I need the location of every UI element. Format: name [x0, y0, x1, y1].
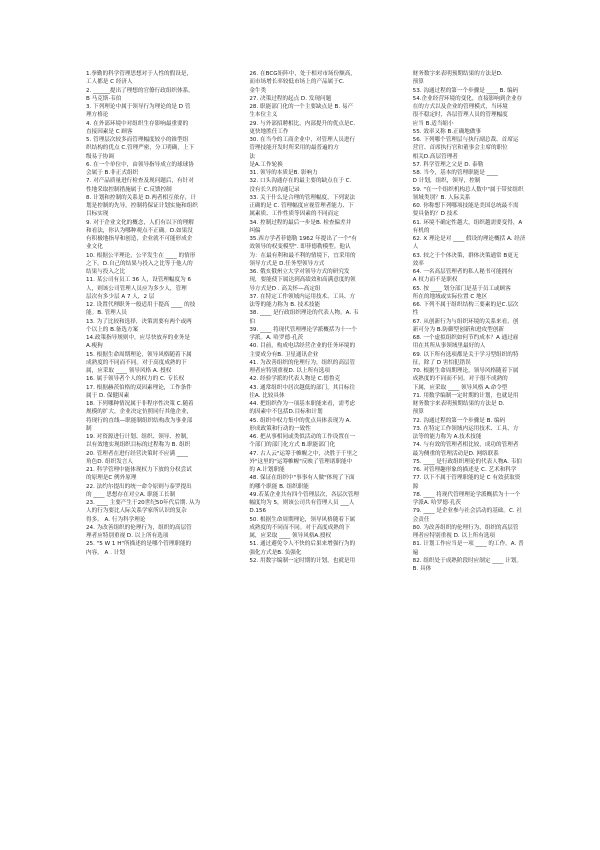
text-line: 69. 以下所有选项都是关于学习型组织的特	[412, 351, 519, 358]
text-column-2	[249, 70, 400, 810]
text-line: 领域类别？B. 人际关系	[412, 194, 471, 201]
text-line: 59. "在一个组织机构总人数中"属于带贫组织	[412, 186, 524, 193]
text-line: 32. 口头沟通存在的最主要的缺点在于 C.	[249, 178, 352, 185]
text-line: 5. 管理层次较多而管理幅度较小的锥型组	[86, 137, 189, 143]
text-line: 的因素中不包括D.目标和计划	[249, 409, 323, 416]
text-line: 得多。 A. 行为科学理论	[86, 516, 146, 523]
text-line: 50. 根据生命周期理论，领导风格随着下属	[249, 516, 356, 523]
text-line: 61. 环境不确定性越大，组织越需要变得，A	[412, 219, 523, 226]
text-line: 66. 下列不属于组织结构三要素的是C.层次	[412, 302, 519, 308]
text-line: 制	[86, 425, 92, 432]
text-line: 理者应特别重视 D. 以上所有选项	[412, 533, 496, 539]
text-line: 强化方式是B. 负强化	[249, 549, 302, 556]
text-line: 40. 目前，构成电话经营企业的任务环境的	[249, 343, 356, 350]
text-line: 而市场增长率较低市场上的产品属于C.	[249, 79, 345, 86]
text-line: 3. 下列理论中属于领导行为理论的是 D 管	[86, 104, 191, 110]
text-line: 最为侧重的管理活动是D. 网络联系	[412, 450, 499, 457]
text-line: 4. 在外部环境中对组织生存影响最重要的	[86, 120, 189, 127]
text-line: 的原理是C 例外原理	[86, 475, 137, 482]
text-line: 53. 沟通过程的第一个步骤是 ____ B. 编码	[412, 87, 519, 94]
text-line: 58. 当今，基本的管理职能是 ____	[412, 170, 498, 176]
text-line: 法等的能力称为 B. 技术技能	[249, 302, 321, 308]
text-line: 22. 法约尔提出的统一命令原则与泰罗提出	[86, 483, 192, 490]
text-line: 属，应采取 ____ 领导风格A.授权	[249, 533, 332, 539]
text-line: 45. 组织中权力集中的优点具体表现为 A.	[249, 417, 352, 424]
text-line: 很不稳定时，各层管理人员的管理幅度	[412, 112, 508, 119]
text-line: 10. 根据公平理论，公平发生在 ____ 的情形	[86, 252, 196, 259]
text-line: D.156	[249, 508, 267, 515]
text-line: 41. 为改善组织的伦理行为，组织的高层管	[249, 359, 356, 366]
text-line: 67. 从创新行为与组织环境的关系来看，创	[412, 318, 519, 325]
text-line: 79. ____ 是企业参与社会活动的基础。C. 社	[412, 508, 523, 515]
text-line: 人	[412, 244, 419, 251]
text-line: 生本位主义	[249, 112, 278, 119]
text-line: 效率	[412, 260, 424, 267]
text-line: 外"这里的"运筹帷幄"反映了管理诸职能中	[249, 458, 353, 465]
text-line: 的哪个职能 B. 组织职能	[249, 483, 309, 490]
text-line: 领导方式是 D.任务型领导方式	[249, 260, 325, 267]
text-line: 38. ____ 是行政组织理论的代表人物。A. 韦	[249, 310, 359, 317]
text-line: 47. 古人云"运筹于帷幄之中，决胜于千里之	[249, 450, 358, 457]
text-line: 26. 在BCG矩阵中，处于相对市场份额高，	[249, 71, 356, 77]
text-line: 层次有多少层 A 7 人，2 层	[86, 293, 155, 300]
text-line: 70. 根据生命周期理论，领导风格随着下属	[412, 368, 519, 374]
text-line: 13. 为了比较和选择，决策需要有两个或两	[86, 318, 192, 325]
text-line: 人的行为要比人际关系学家所认识的复杂	[86, 508, 187, 515]
text-line: 的 ____ 思想存在对立A. 职能工长制	[86, 491, 176, 498]
text-line: 形成政策和行动的一致性	[249, 425, 311, 432]
text-line: 角色D. 组织发言人	[86, 458, 134, 465]
text-line: 结果与投入之比	[86, 269, 126, 275]
text-line: B 马克斯·韦伯	[86, 95, 122, 102]
text-line: 27. 决策过程的起点 D. 发现问题	[249, 95, 332, 102]
text-line: 在的方式以及企业的管理模式，当环境	[412, 104, 508, 110]
text-line: 60. 你称想下列哪项技能是美国总统最不需	[412, 203, 519, 209]
text-line: 新可分为 B.防御型创新和进攻型创新	[412, 326, 504, 333]
text-line: 营官、首席执行官和董事会主席的职位	[412, 145, 508, 152]
text-line: 有积极地指导和创造，企业就不可能形成企	[86, 236, 193, 242]
text-line: D 计划，组织，领导，控制	[412, 178, 481, 185]
text-line: 下属，应采取 ____ 领导风格 A.命令型	[412, 384, 508, 391]
text-line: 51. 通过避免令人不快的后果来增强行为的	[249, 541, 356, 548]
text-line: 55. 效率又称 B.正确地做事	[412, 128, 482, 135]
text-line: 属素质、工作性质等因素的不同而定	[249, 211, 339, 218]
text-line: 71. 用数学编制一定时期的计划，也就是用	[412, 392, 519, 399]
text-line: A 权力而不是职权	[412, 277, 458, 284]
text-line: 8. 计划和控制的关系是 D.两者相互依存，计	[86, 194, 197, 201]
text-line: 62. X 理论是对 ____ 假设的理论概括 A. 经济	[412, 236, 526, 242]
text-line: 81. 计划工作应当是一项 ____ 的工作。A. 普	[412, 541, 524, 548]
text-line: 34. 控制过程的最后一步是B. 检查偏差并	[249, 219, 352, 226]
text-line: 划是控制的先导，控制将保证计划实施和组织	[86, 203, 198, 209]
text-line: 往A. 比较具体	[249, 392, 285, 399]
text-line: 44. 把组织作为一项基本职能来看，需考虑	[249, 401, 356, 407]
text-line: 要具备的？D 技术	[412, 211, 458, 218]
text-line: 的 A.计划职能	[249, 467, 285, 473]
text-line: 预算	[412, 79, 424, 86]
text-line: 49.若某企业共有四个管理层次，各层次管理	[249, 491, 359, 498]
text-line: 68. 一个虚拟组织如何节约成本？A 通过雇	[412, 335, 519, 341]
text-line: 织结构的优点 C.管理严密，分工明确，上下	[86, 145, 195, 152]
text-line: 76. 对管理趣形象的描述是 C. 艺术和科学	[412, 467, 517, 473]
text-line: 学派A. 哈罗德·孔茨	[412, 500, 461, 506]
text-line: 36. 俄亥俄州立大学对领导方式的研究发	[249, 269, 350, 275]
text-line: 成熟度的不同而不同。对于很不成熟的	[412, 376, 508, 383]
text-line: 28. 职能部门化的一个主要缺点是 B. 易产	[249, 104, 354, 110]
text-line: 源	[412, 483, 419, 490]
text-line: 理方格论	[86, 112, 109, 119]
text-line: 金牛类	[249, 87, 267, 94]
text-line: 52. 用数字编制一定时期的计划，也就是用	[249, 557, 356, 564]
text-line: 相关D.高层管理者	[412, 153, 458, 160]
text-line: 导方式是D . 高关怀—高定组	[249, 285, 321, 292]
text-line: 财务数字来表明预期结果的方法是 D.	[412, 401, 505, 407]
text-line: 级易于协调	[86, 153, 114, 160]
text-line: 72. 沟通过程的第一个步骤是 B. 编码	[412, 417, 506, 424]
text-column-3	[413, 70, 564, 810]
text-line: 用在其所从事领域里最好的人	[412, 343, 486, 350]
text-line: 31. 领导的本质是B. 影响力	[249, 170, 318, 176]
text-line: 63. 较之于个体决策，群体决策通常 B更无	[412, 252, 519, 259]
text-line: 35.西方学者菲德勒 1962 年提出了一个"有	[249, 236, 357, 242]
text-line: 成熟度的不同而不同。对于高度成熟的下	[86, 359, 187, 366]
text-line: 20. 管理者在进行经营决策时不应满 ____	[86, 450, 188, 457]
text-line: 成熟度的不同而不同。对于高度成熟的下	[249, 524, 351, 531]
text-line: 财务数字来表明预期结果的方法是D.	[412, 71, 503, 77]
text-line: 以有效地实现组织目标的过程称为 B. 组织	[86, 442, 191, 449]
text-line: 纠偏	[249, 227, 261, 234]
text-line: 将现行的直线—职能制组织结构改为事业部	[86, 417, 193, 424]
text-line: 理者应特别重视 D. 以上所有选项	[86, 533, 169, 539]
text-line: 性	[412, 310, 419, 317]
text-line: 21. 科学管理中能体现权力下放的分权尝试	[86, 467, 192, 473]
text-line: 有机的	[412, 227, 430, 234]
text-line: 74. 与有效的管理者相比较，成功的管理者	[412, 442, 519, 449]
text-line: 属，应采取 ____ 领导风格 A. 授权	[86, 368, 172, 374]
text-line: 为：在最有利和最不利的情境下，宜采用的	[249, 252, 356, 259]
text-line: 29. 与外部招聘相比，内部提升的优点是C.	[249, 120, 356, 127]
text-line: 是A.工作轮换	[249, 161, 283, 168]
text-line: 33. 关于什么是合理的管理幅度，下列说法	[249, 194, 356, 201]
text-line: 80. 为改善组织的伦理行为，组织的高层管	[412, 524, 519, 531]
text-line: 能。B. 管理人员	[86, 310, 127, 317]
text-line: 内容。 A . 计划	[86, 549, 125, 556]
text-line: 17. 根据赫茨伯格的双因素理论，工作条件	[86, 384, 192, 391]
text-line: 法	[249, 153, 255, 160]
text-line: 个以上的 B.备选方案	[86, 326, 139, 333]
text-line: 法等的能力称为 A.技术技能	[412, 434, 482, 440]
text-line: 48. 保证在组织中"事事有人做"体现了下面	[249, 475, 355, 482]
text-line: 18. 下列哪种情况属于非程序性决策 C.随着	[86, 401, 194, 407]
text-line: 所在的地域或实际位置 C 地区	[412, 293, 488, 300]
text-line: A.瘦狗	[86, 343, 103, 350]
text-line: 23. ____ 主要产生于20世纪50年代后期. 从为	[86, 500, 201, 506]
text-line: 规模的扩大，企业决定仿照同行其他企业，	[86, 409, 193, 416]
text-line: 会责任	[412, 516, 430, 523]
text-line: 75. ____ 是行政组织理论的代表人物A. 韦伯	[412, 458, 522, 465]
text-line: 46. 把从事相同或类似活动的工作设置在一	[249, 434, 356, 440]
text-line: 77. 以下不属于管理职能的是 C 有效获取资	[412, 475, 521, 482]
text-line: 之下。D.自己的结果与投入之比等于他人的	[86, 260, 193, 267]
text-line: 属于 D. 保健因素	[86, 392, 130, 399]
text-line: 56. 下列哪个管理层与执行副总裁、首席运	[412, 137, 519, 143]
text-line: 64. 一名高层管理者的私人秘书可能拥有	[412, 269, 513, 275]
text-line: 54.企业经营环境的变化，直接影响到企业存	[412, 95, 523, 102]
text-line: 2. ______提出了理想的官僚行政组织体系。	[86, 87, 194, 94]
text-line: 11. 某公司有员工 36 人，设管理幅度为 6	[86, 277, 191, 284]
text-line: 更快地胜任工作	[249, 128, 289, 135]
text-line: 没有长久的沟通记录	[249, 186, 300, 193]
text-line: 直接因素是 C 顾客	[86, 128, 133, 135]
text-line: 效领导的权变模型". 即菲德勒模型。他认	[249, 244, 351, 251]
text-line: 应当 B.适当缩小	[412, 120, 454, 127]
text-line: 73. 在特定工作领域内运用技术、工具、方	[412, 425, 519, 432]
text-line: 65. 按 ____ 划分部门是基于员工或顾客	[412, 285, 511, 292]
text-line: 24. 为改善组织的伦理行为，组织的高层管	[86, 524, 192, 531]
text-line: 39. ____ 将现代管理理论学派概括为十一个	[249, 326, 357, 333]
text-column-1	[86, 70, 237, 810]
text-line: 现，要能使下属达到高绩效和高满意度的领	[249, 277, 356, 284]
text-line: 25. "5 W 1 H"所描述的是哪个管理职能的	[86, 541, 192, 548]
text-line: 1.拳勤的科学管理思想对于人性的假设是，	[86, 71, 193, 77]
text-line: 15. 根据生命周期理论，领导风格随着下属	[86, 351, 192, 358]
text-line: 57. 科学管理之父是 D. 泰勒	[412, 161, 484, 168]
text-line: 42. 经验学派的代表人物是 C.德鲁克	[249, 376, 341, 383]
text-line: 和看法，你认为哪种观点不正确。D.如果没	[86, 227, 193, 234]
text-line: 遍	[412, 549, 419, 556]
text-line: 30. 在当今的工商企业中，对管理人员进行	[249, 137, 356, 143]
text-line: 19. 对资源进行计划、组织、领导、控制，	[86, 434, 192, 440]
text-line: 人，则该公司管理人员应为多少人，管理	[86, 285, 187, 292]
text-line: 6. 在一个单位中，由领导指导成立的球球协	[86, 161, 194, 168]
text-line: 12. 设置代理职务一般适用于提高 ____ 的技	[86, 302, 196, 308]
text-line: 目标实现	[86, 211, 109, 218]
text-line: 征，除了 D 害怕犯错误	[412, 359, 471, 366]
text-line: 82. 组织处于成熟阶段时应制定 ____ 计划。	[412, 557, 522, 564]
text-line: 管理技能开发时所采用的最普遍的方	[249, 145, 339, 152]
text-line: 个部门的部门化方式 B.职能部门化	[249, 442, 336, 449]
text-line: 9. 对于企业文化的概念，人们有以下的理解	[86, 219, 194, 226]
text-line: 会属于 B.非正式组织	[86, 170, 139, 176]
text-line: 78. ____ 将现代管理理论学派概括为十一个	[412, 491, 521, 498]
text-line: 学派。A. 哈罗德·孔茨	[249, 335, 304, 341]
text-line: 幅度均为 5，则该公司共有管理人员 ___人	[249, 500, 355, 506]
text-line: 正确的是 C. 管理幅度应视管理者能力、下	[249, 203, 354, 209]
text-line: 43. 通常组织中居次越低的部门，其目标往	[249, 384, 356, 391]
text-line: 业文化	[86, 244, 103, 251]
text-line: 主要成分有B. 卫星通讯企业	[249, 351, 319, 358]
text-line: 理者应特别重视D. 以上所有选项	[249, 368, 330, 374]
text-line: 14.政策指导规则中，应尽快放弃的业务是	[86, 335, 190, 341]
text-line: 伯	[249, 318, 255, 325]
text-line: 7. 对产品质量进行检查及现问题后，有针对	[86, 178, 194, 185]
text-line: 工人都是 C 经济人	[86, 79, 133, 86]
text-line: 37. 在特定工作领域内运用技术、工具、方	[249, 293, 356, 300]
text-line: B. 具体	[412, 566, 432, 572]
text-line: 16. 属于领导者个人的权力的 C. 专长权	[86, 376, 185, 383]
text-line: 性地采取控制措施属于 C.反馈控制	[86, 186, 172, 193]
text-line: 预算	[412, 409, 424, 416]
